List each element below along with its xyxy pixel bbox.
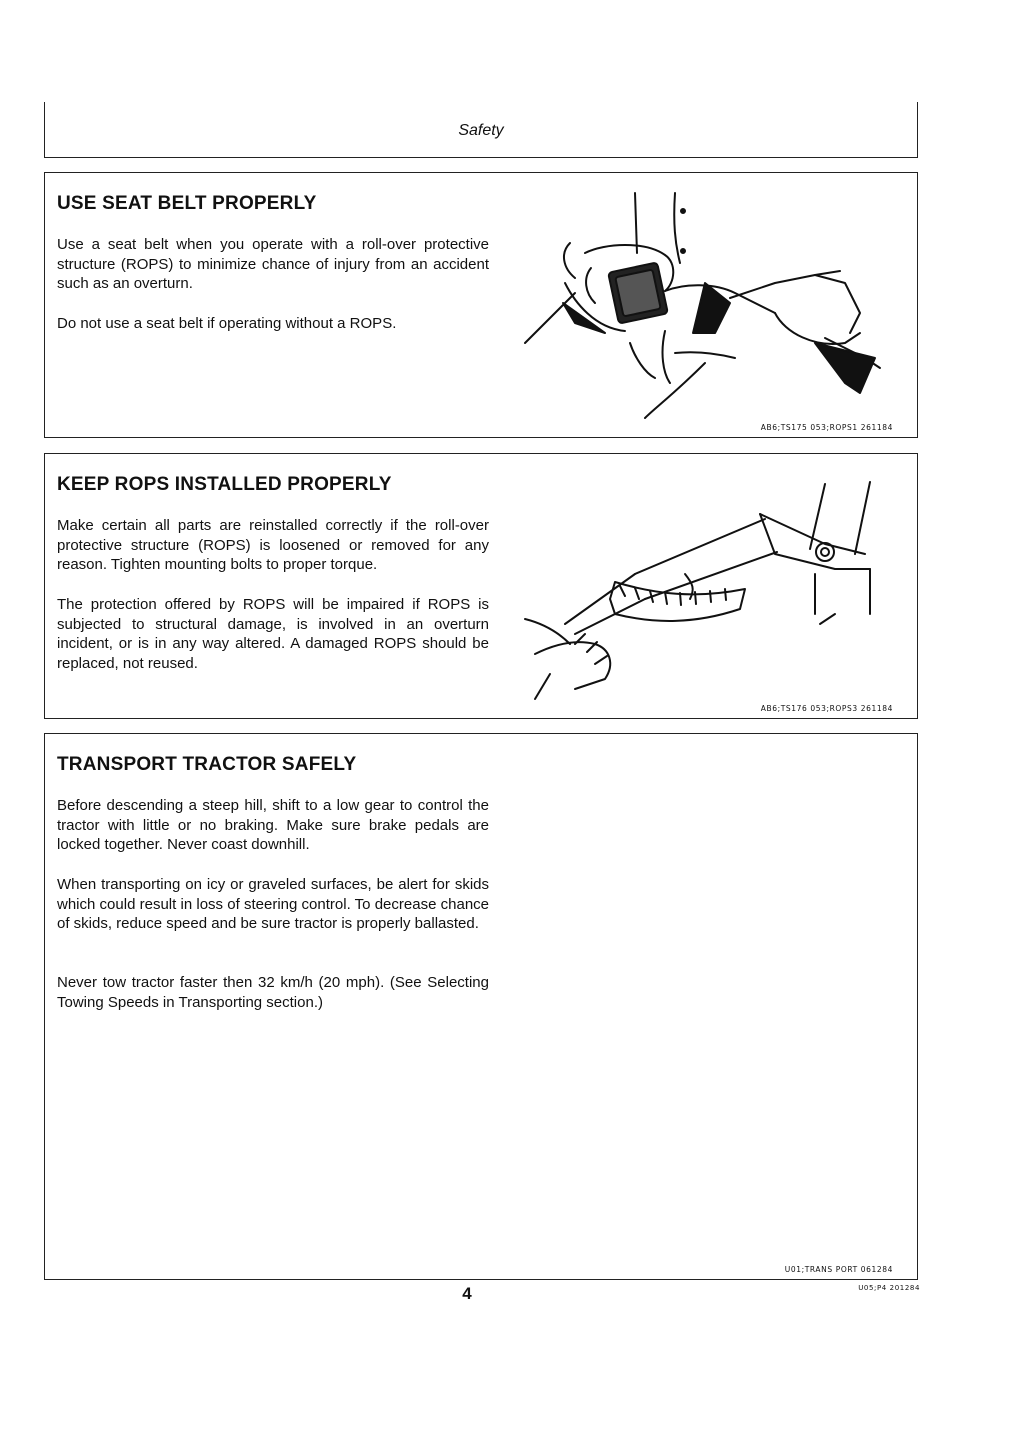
section-paragraph: Use a seat belt when you operate with a roll-over protective structure (ROPS) to minimize chance of injury from an accident such as an overturn.: [57, 236, 489, 292]
page-header: [44, 102, 918, 158]
section-paragraph: When transporting on icy or graveled surfaces, be alert for skids which could result in loss of steering control. To decrease chance of skids, reduce speed and be sure tractor is properly ballasted.: [57, 876, 489, 932]
section-paragraph: Do not use a seat belt if operating without a ROPS.: [57, 315, 397, 332]
section-transport: [44, 733, 918, 1280]
section-heading: USE SEAT BELT PROPERLY: [57, 193, 317, 214]
section-heading: KEEP ROPS INSTALLED PROPERLY: [57, 474, 392, 495]
page-number: 4: [462, 1284, 472, 1303]
seat-belt-buckle-illustration: [515, 183, 915, 423]
reference-code: U01;TRANS PORT 061284: [784, 1265, 893, 1274]
section-paragraph: Before descending a steep hill, shift to a low gear to control the tractor with little or no braking. Make sure brake pedals are locked together. Never coast downhill.: [57, 797, 489, 853]
section-paragraph: Make certain all parts are reinstalled correctly if the roll-over protective structure (ROPS) is loosened or removed for any reason. Tighten mounting bolts to proper torque.: [57, 517, 489, 573]
section-paragraph: The protection offered by ROPS will be impaired if ROPS is subjected to structural damage, is involved in an overturn incident, or is in any way altered. A damaged ROPS should be replaced, not reused.: [57, 596, 489, 672]
section-seat-belt: [44, 172, 918, 438]
section-paragraph: Never tow tractor faster then 32 km/h (20 mph). (See Selecting Towing Speeds in Transporting section.): [57, 974, 489, 1011]
page-reference-code: U05;P4 201284: [858, 1284, 920, 1292]
torque-wrench-illustration: [515, 474, 915, 704]
section-rops: [44, 453, 918, 719]
reference-code: AB6;TS175 053;ROPS1 261184: [760, 423, 893, 432]
section-heading: TRANSPORT TRACTOR SAFELY: [57, 754, 357, 775]
page-title: Safety: [458, 122, 504, 139]
reference-code: AB6;TS176 053;ROPS3 261184: [760, 704, 893, 713]
